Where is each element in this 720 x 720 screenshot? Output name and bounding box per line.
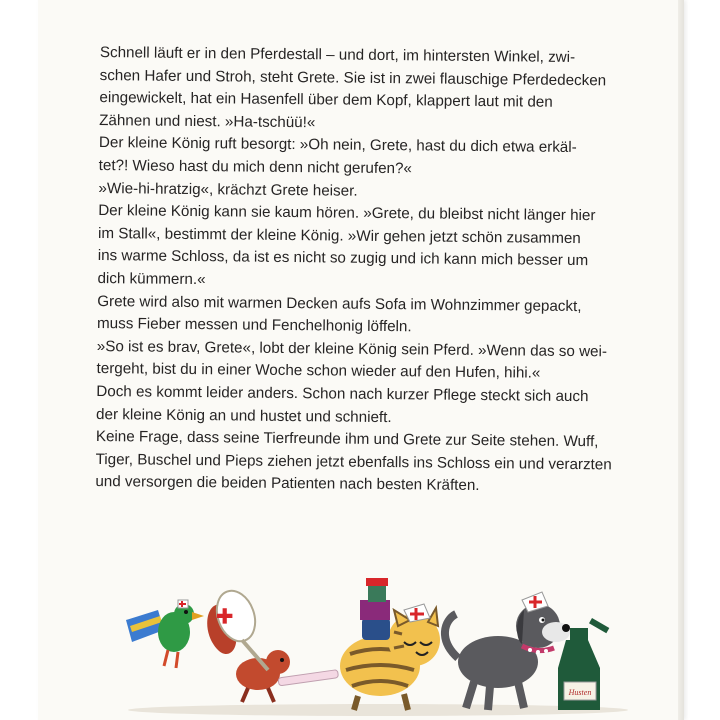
bottle-label: Husten — [568, 688, 592, 697]
bird-illustration — [126, 600, 204, 668]
text-line: muss Fieber messen und Fenchelhonig löffeln. — [96, 315, 412, 336]
book-page — [38, 0, 684, 720]
text-line: schen Hafer und Stroh, steht Grete. Sie ist in zwei flauschige Pferdedecken — [99, 66, 607, 89]
text-line: eingewickelt, hat ein Hasenfell über dem Kopf, klappert laut mit den — [99, 89, 553, 111]
text-line: Zähnen und niest. »Ha-tschüü!« — [99, 111, 316, 132]
story-text — [95, 42, 660, 500]
page-edge — [678, 0, 684, 720]
text-line: tergeht, bist du in einer Woche schon wieder auf den Hufen, hihi.« — [96, 360, 541, 382]
text-line: Der kleine König kann sie kaum hören. »Grete, du bleibst nicht länger hier — [98, 202, 596, 225]
text-line: »Wie-hi-hratzig«, krächzt Grete heiser. — [98, 179, 358, 200]
text-line: Keine Frage, dass seine Tierfreunde ihm und Grete zur Seite stehen. Wuff, — [95, 428, 599, 451]
text-line: im Stall«, bestimmt der kleine König. »Wir gehen jetzt schön zusammen — [97, 224, 581, 247]
text-line: tet?! Wieso hast du mich denn nicht gerufen?« — [98, 156, 413, 178]
tiger-illustration — [340, 578, 440, 710]
text-line: Schnell läuft er in den Pferdestall – und dort, im hintersten Winkel, zwi- — [99, 43, 576, 66]
text-line: und versorgen die beiden Patienten nach besten Kräften. — [95, 473, 480, 495]
text-line: Der kleine König ruft besorgt: »Oh nein, Grete, hast du dich etwa erkäl- — [98, 134, 577, 157]
text-line: ins warme Schloss, da ist es nicht so zugig und ich kann mich besser um — [97, 247, 589, 270]
text-line: Tiger, Buschel und Pieps ziehen jetzt ebenfalls ins Schloss ein und verarzten — [95, 450, 612, 474]
text-line: dich kümmern.« — [97, 269, 206, 289]
text-line: Grete wird also mit warmen Decken aufs Sofa im Wohnzimmer gepackt, — [97, 292, 582, 315]
ground-shadow — [128, 704, 628, 716]
text-line: »So ist es brav, Grete«, lobt der kleine König sein Pferd. »Wenn das so wei- — [96, 337, 608, 361]
animal-friends-illustration — [118, 570, 638, 720]
text-line: der kleine König an und hustet und schnieft. — [96, 405, 392, 426]
dog-illustration — [445, 592, 609, 710]
squirrel-illustration — [207, 585, 338, 702]
text-line: Doch es kommt leider anders. Schon nach kurzer Pflege steckt sich auch — [96, 382, 589, 406]
